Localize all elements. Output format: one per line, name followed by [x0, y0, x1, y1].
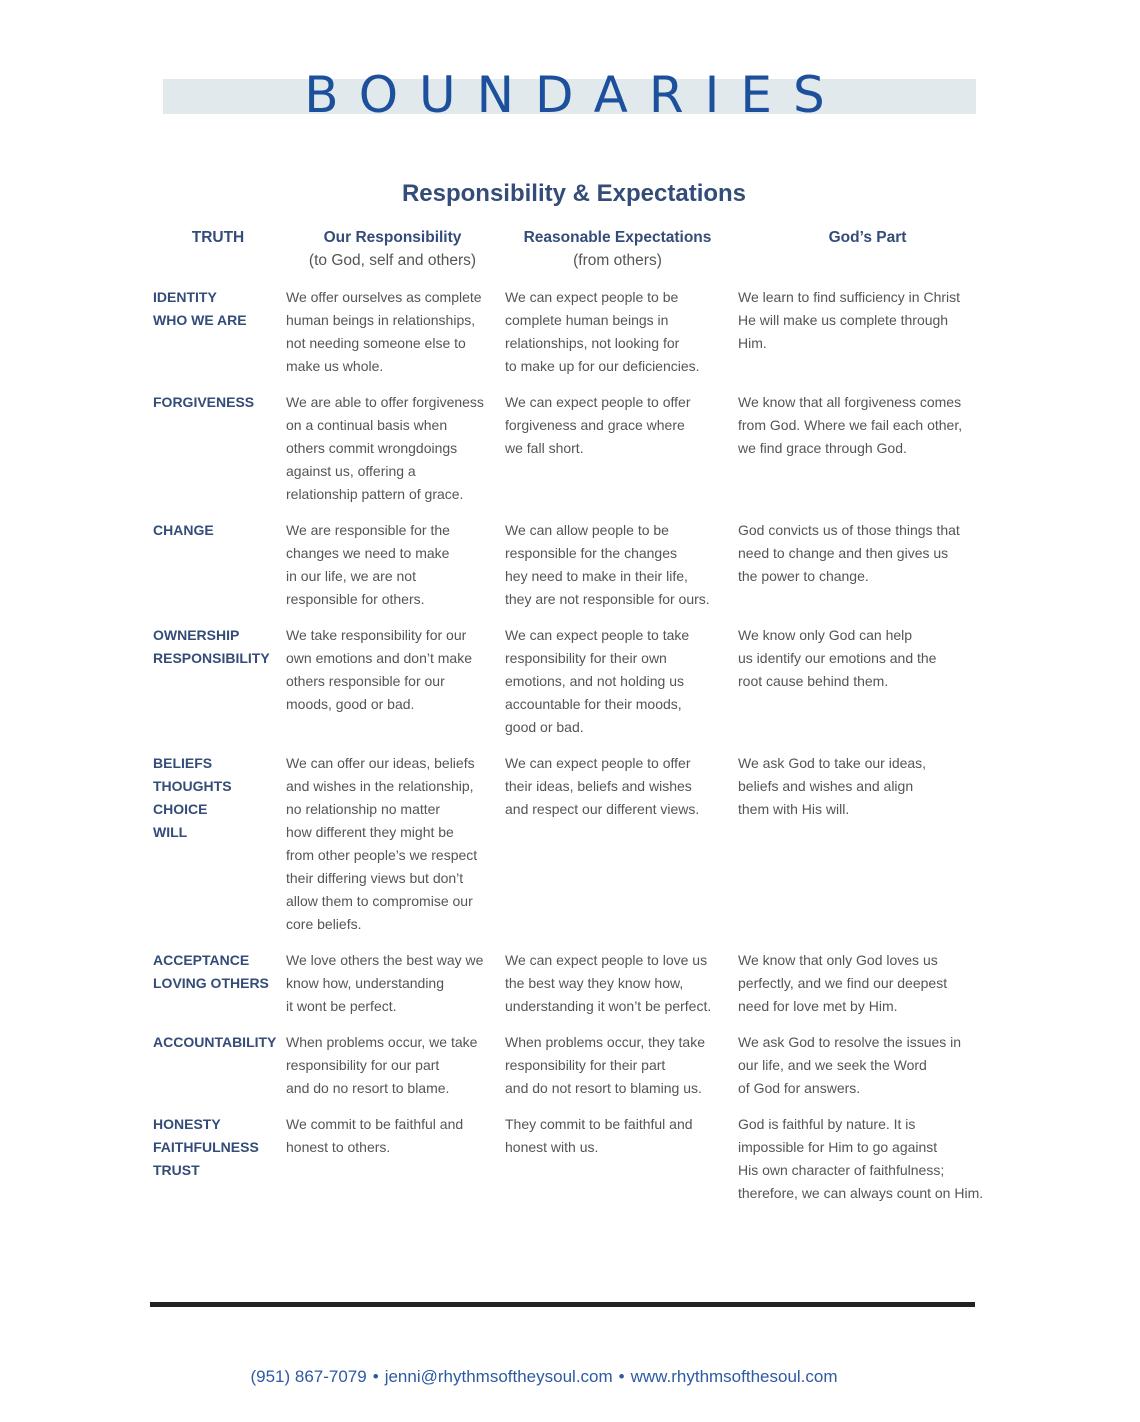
expectations-cell: When problems occur, they take responsibility for their part and do not resort to blaming us. [505, 1034, 705, 1096]
gods-part-cell: God is faithful by nature. It is impossible for Him to go against His own character of faithfulness; therefore, we can always count on Him. [738, 1116, 984, 1201]
footer-divider [150, 1302, 975, 1307]
gods-part-cell: We know that all forgiveness comes from God. Where we fail each other, we find grace through God. [738, 394, 963, 456]
expectations-cell: We can allow people to be responsible for the changes hey need to make in their life, they are not responsible for ours. [505, 522, 710, 607]
column-header-label: TRUTH [191, 229, 245, 246]
truth-cell: ACCOUNTABILITY [153, 1034, 277, 1050]
column-header-label: God’s Part [828, 229, 907, 246]
contact-phone[interactable]: (951) 867-7079 [250, 1367, 367, 1386]
contact-email-link[interactable]: jenni@rhythmsoftheysoul.com [384, 1367, 613, 1386]
website-link[interactable]: www.rhythmsofthesoul.com [630, 1367, 838, 1386]
column-header-truth [158, 226, 278, 249]
expectations-cell: We can expect people to take responsibility for their own emotions, and not holding us accountable for their moods, good or bad. [505, 627, 690, 735]
responsibility-cell: We love others the best way we know how, understanding it wont be perfect. [286, 952, 484, 1014]
responsibility-cell: We commit to be faithful and honest to others. [286, 1116, 464, 1155]
truth-cell: BELIEFS THOUGHTS CHOICE WILL [153, 755, 232, 840]
column-header-reasonable-expectations [505, 226, 730, 272]
responsibility-cell: We offer ourselves as complete human beings in relationships, not needing someone else to make us whole. [286, 289, 482, 374]
truth-cell: HONESTY FAITHFULNESS TRUST [153, 1116, 259, 1178]
table-row [0, 949, 1140, 1018]
truth-cell: IDENTITY WHO WE ARE [153, 289, 247, 328]
truth-cell: FORGIVENESS [153, 394, 255, 410]
column-header-sublabel: (from others) [573, 252, 662, 269]
separator-dot: • [372, 1367, 379, 1386]
expectations-cell: We can expect people to offer forgiveness and grace where we fall short. [505, 394, 691, 456]
expectations-cell: We can expect people to be complete human beings in relationships, not looking for to make up for our deficiencies. [505, 289, 700, 374]
responsibility-cell: We are able to offer forgiveness on a continual basis when others commit wrongdoings against us, offering a relationship pattern of grace. [286, 394, 484, 502]
expectations-cell: We can expect people to offer their ideas, beliefs and wishes and respect our different views. [505, 755, 700, 817]
truth-cell: OWNERSHIP RESPONSIBILITY [153, 627, 270, 666]
gods-part-cell: God convicts us of those things that need to change and then gives us the power to change. [738, 522, 960, 584]
column-header-label: Reasonable Expectations [523, 229, 712, 246]
responsibility-cell: When problems occur, we take responsibility for our part and do no resort to blame. [286, 1034, 478, 1096]
separator-dot: • [618, 1367, 625, 1386]
page-subtitle: Responsibility & Expectations [401, 180, 747, 207]
gods-part-cell: We ask God to take our ideas, beliefs and wishes and align them with His will. [738, 755, 927, 817]
column-header-our-responsibility [280, 226, 505, 272]
gods-part-cell: We learn to find sufficiency in Christ He will make us complete through Him. [738, 289, 961, 351]
column-header-gods-part [755, 226, 980, 249]
gods-part-cell: We know only God can help us identify our emotions and the root cause behind them. [738, 627, 937, 689]
gods-part-cell: We know that only God loves us perfectly, and we find our deepest need for love met by Him. [738, 952, 948, 1014]
table-row [0, 752, 1140, 936]
responsibility-cell: We take responsibility for our own emotions and don’t make others responsible for our moods, good or bad. [286, 627, 472, 712]
responsibility-cell: We are responsible for the changes we need to make in our life, we are not responsible for others. [286, 522, 450, 607]
page-title: BOUNDARIES [304, 66, 846, 124]
expectations-cell: They commit to be faithful and honest with us. [505, 1116, 693, 1155]
truth-cell: ACCEPTANCE LOVING OTHERS [153, 952, 269, 991]
table-row [0, 624, 1140, 739]
table-row [0, 1031, 1140, 1100]
boundaries-table [0, 286, 1140, 1218]
column-header-sublabel: (to God, self and others) [308, 252, 477, 269]
truth-cell: CHANGE [153, 522, 214, 538]
gods-part-cell: We ask God to resolve the issues in our life, and we seek the Word of God for answers. [738, 1034, 962, 1096]
column-header-label: Our Responsibility [323, 229, 462, 246]
table-row [0, 391, 1140, 506]
table-row [0, 286, 1140, 378]
responsibility-cell: We can offer our ideas, beliefs and wishes in the relationship, no relationship no matter how different they might be from other people’s we respect their differing views but don’t allow them to compromise our core beliefs. [286, 755, 478, 932]
table-row [0, 519, 1140, 611]
table-row [0, 1113, 1140, 1205]
expectations-cell: We can expect people to love us the best way they know how, understanding it won’t be perfect. [505, 952, 712, 1014]
contact-footer [0, 1364, 1088, 1390]
